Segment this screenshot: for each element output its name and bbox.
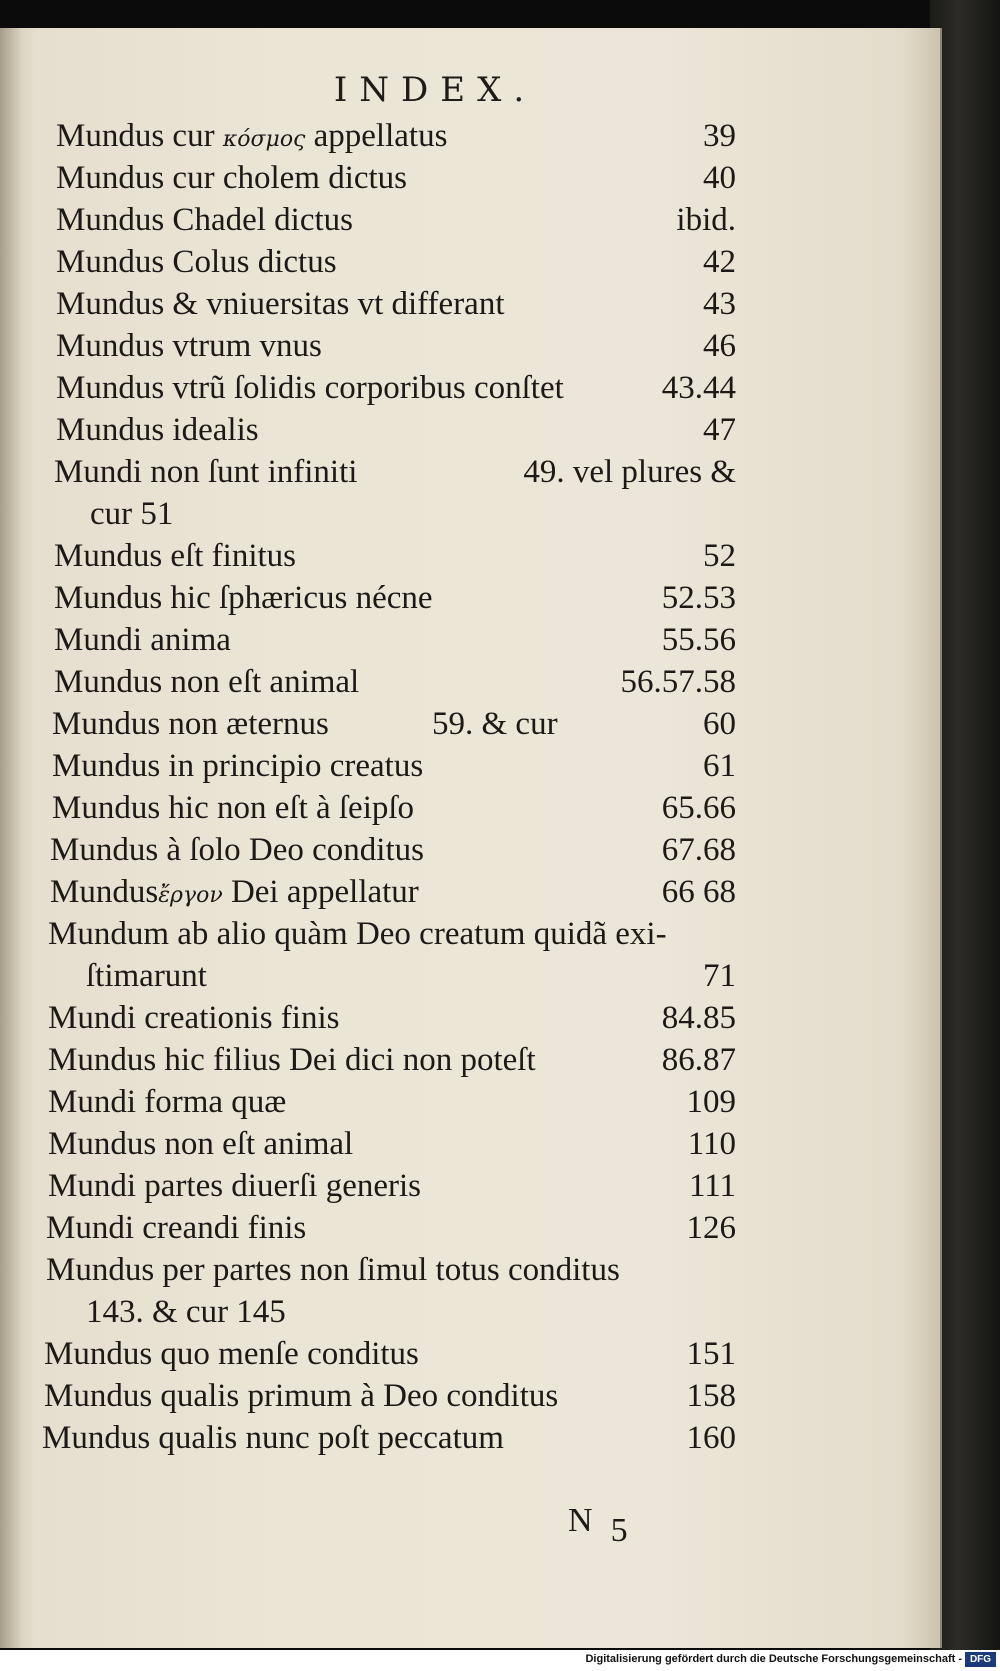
index-entry: [56, 409, 736, 451]
index-entry: [46, 1249, 736, 1291]
entry-text: Mundus qualis nunc poſt peccatum: [42, 1420, 504, 1456]
entry-text: Mundi forma quæ: [48, 1084, 287, 1120]
entry-text: Mundus idealis: [56, 412, 259, 448]
page-reference: 126: [686, 1210, 736, 1246]
page-reference: 110: [687, 1126, 736, 1162]
page-reference: 52.53: [661, 580, 736, 616]
page-reference: 47: [703, 412, 736, 448]
page-reference: 42: [703, 244, 736, 280]
page-reference: 160: [686, 1420, 736, 1456]
entry-text: Mundi creandi finis: [46, 1210, 307, 1246]
page-reference: 39: [703, 118, 736, 154]
index-entry: [44, 1375, 736, 1417]
entry-text: Mundus hic filius Dei dici non poteſt: [48, 1042, 536, 1078]
signature-mark: [568, 1502, 646, 1549]
index-entry: [54, 535, 736, 577]
entry-continuation: 59. & cur: [432, 706, 558, 742]
index-entry: [54, 619, 736, 661]
entry-text: Mundus qualis primum à Deo conditus: [44, 1378, 559, 1414]
entry-text: Mundus in principio creatus: [52, 748, 424, 784]
entry-text-after: appellatus: [305, 118, 448, 154]
entry-continuation: 49. vel plures &: [523, 454, 736, 490]
entry-text: Mundus: [50, 874, 159, 910]
entry-text: Mundus vtrũ ſolidis corporibus conſtet: [56, 370, 564, 406]
page-reference: 66 68: [661, 874, 736, 910]
index-entry: [86, 1291, 486, 1333]
index-entry: [42, 1417, 736, 1459]
entry-text: Mundus non eſt animal: [54, 664, 360, 700]
index-entry: [56, 283, 736, 325]
entry-text: Mundi anima: [54, 622, 231, 658]
index-entry: [54, 577, 736, 619]
index-entry: [56, 367, 736, 409]
entry-text: Mundus per partes non ſimul totus conditus: [46, 1252, 620, 1288]
index-entry: [48, 1165, 736, 1207]
index-entry: [48, 1081, 736, 1123]
entry-text: Mundus & vniuersitas vt differant: [56, 286, 505, 322]
page-reference: 86.87: [661, 1042, 736, 1078]
index-entry: [56, 199, 736, 241]
index-entry: [56, 157, 736, 199]
entry-text: Mundus non eſt animal: [48, 1126, 354, 1162]
entry-text: Mundus Colus dictus: [56, 244, 337, 280]
entry-text: Mundi non ſunt infiniti: [54, 454, 358, 490]
entry-text: Mundus vtrum vnus: [56, 328, 322, 364]
index-entry: [52, 787, 736, 829]
entry-text: Mundus cur cholem dictus: [56, 160, 408, 196]
signature-number: 5: [610, 1512, 646, 1549]
index-entry: [56, 241, 736, 283]
index-entry: [48, 913, 736, 955]
page-reference: 60: [703, 706, 736, 742]
index-entry: [48, 1039, 736, 1081]
entry-text: 143. & cur 145: [86, 1294, 286, 1330]
entry-text: Mundum ab alio quàm Deo creatum quidã exi-: [48, 916, 667, 952]
entry-text: Mundi creationis finis: [48, 1000, 340, 1036]
entry-text: Mundus hic non eſt à ſeipſo: [52, 790, 415, 826]
signature-letter: N: [568, 1502, 611, 1539]
page-reference: 43: [703, 286, 736, 322]
entry-text: ſtimarunt: [86, 958, 207, 994]
page-reference: 84.85: [661, 1000, 736, 1036]
page-reference: 56.57.58: [620, 664, 736, 700]
index-entry: [44, 1333, 736, 1375]
entry-text: Mundus eſt finitus: [54, 538, 297, 574]
entry-text: cur 51: [90, 496, 174, 532]
entry-text: Mundus à ſolo Deo conditus: [50, 832, 424, 868]
index-entry: [86, 955, 736, 997]
greek-word: κόσμος: [222, 127, 306, 152]
entry-text: Mundus cur: [56, 118, 215, 154]
credit-text: Digitalisierung gefördert durch die Deutsche Forschungsgemeinschaft -: [585, 1653, 962, 1665]
page-reference: 65.66: [661, 790, 736, 826]
page-reference: 40: [703, 160, 736, 196]
index-entry: [54, 661, 736, 703]
greek-word: ἔργον: [158, 883, 223, 908]
page-reference: ibid.: [676, 202, 736, 238]
index-entry: [52, 703, 736, 745]
index-entry: [48, 997, 736, 1039]
page-reference: 111: [688, 1168, 736, 1204]
index-entry: [46, 1207, 736, 1249]
index-entry: [50, 829, 736, 871]
page-reference: 46: [703, 328, 736, 364]
page-reference: 158: [686, 1378, 736, 1414]
page-reference: 151: [686, 1336, 736, 1372]
page-header: INDEX.: [333, 70, 537, 110]
page-reference: 71: [703, 958, 736, 994]
page-reference: 109: [686, 1084, 736, 1120]
page-reference: 67.68: [661, 832, 736, 868]
index-entry: [50, 871, 736, 913]
entry-text: Mundus quo menſe conditus: [44, 1336, 419, 1372]
page-reference: 43.44: [661, 370, 736, 406]
page-reference: 52: [703, 538, 736, 574]
index-entry: [90, 493, 390, 535]
entry-text: Mundi partes diuerſi generis: [48, 1168, 421, 1204]
index-entry: [48, 1123, 736, 1165]
entry-text: Mundus hic ſphæricus nécne: [54, 580, 433, 616]
index-entry: [56, 325, 736, 367]
entry-text: Mundus Chadel dictus: [56, 202, 353, 238]
index-entry: [52, 745, 736, 787]
entry-text-after: Dei appellatur: [222, 874, 419, 910]
entry-text: Mundus non æternus: [52, 706, 329, 742]
index-entry: [56, 115, 736, 157]
page-reference: 55.56: [661, 622, 736, 658]
page-reference: 61: [703, 748, 736, 784]
dfg-logo: DFG: [965, 1652, 996, 1667]
index-entry: [54, 451, 736, 493]
